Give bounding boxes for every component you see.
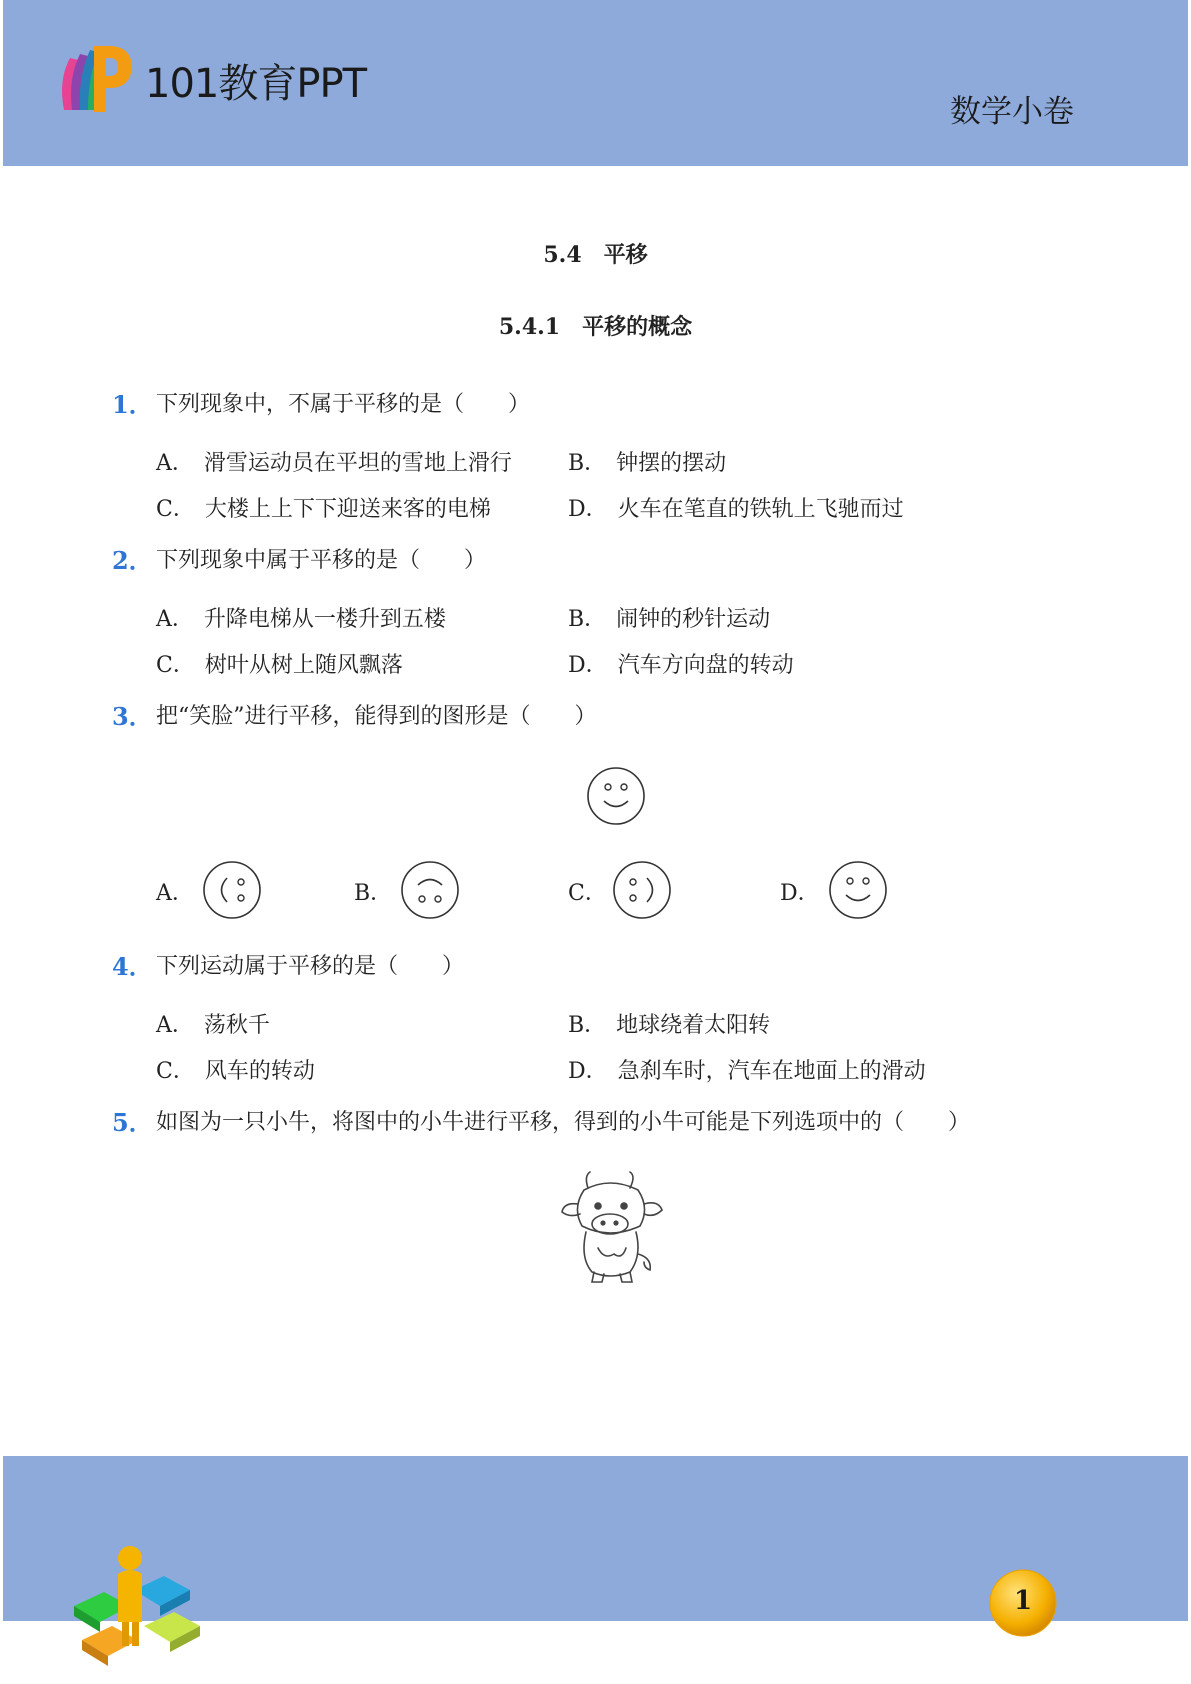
q2-option-a[interactable] [156, 602, 446, 633]
q1-option-b[interactable] [568, 446, 726, 477]
option-label: B． [568, 607, 607, 632]
q3-option-a[interactable] [156, 876, 194, 907]
page-number: 1 [1013, 1586, 1033, 1616]
question-text: 下列运动属于平移的是（ ） [156, 954, 465, 979]
option-label: C． [156, 1059, 195, 1084]
question-number: 5． [112, 1108, 153, 1137]
q3-option-b[interactable] [354, 876, 392, 907]
question-text: 下列现象中属于平移的是（ ） [156, 548, 487, 573]
q4-option-d[interactable] [568, 1054, 926, 1085]
option-label: B． [568, 1013, 607, 1038]
option-text: 钟摆的摆动 [616, 451, 727, 476]
option-label: C． [156, 653, 195, 678]
building-blocks-person-icon [64, 1536, 214, 1676]
option-text: 火车在笔直的铁轨上飞驰而过 [617, 497, 904, 522]
question-text: 下列现象中，不属于平移的是（ ） [156, 392, 531, 417]
option-label: A． [156, 607, 194, 632]
option-label: B． [354, 881, 393, 906]
option-text: 汽车方向盘的转动 [617, 653, 794, 678]
reference-smiley-icon [586, 766, 646, 826]
option-text: 荡秋千 [203, 1013, 270, 1038]
option-text: 闹钟的秒针运动 [616, 607, 771, 632]
q2-option-d[interactable] [568, 648, 794, 679]
q1-option-a[interactable] [156, 446, 512, 477]
document-type: 数学小卷 [950, 94, 1074, 130]
smiley-translated-icon[interactable] [828, 860, 888, 920]
q2-option-b[interactable] [568, 602, 770, 633]
option-text: 风车的转动 [204, 1059, 315, 1084]
question-text: 如图为一只小牛，将图中的小牛进行平移，得到的小牛可能是下列选项中的（ ） [156, 1110, 971, 1135]
q4-option-c[interactable] [156, 1054, 315, 1085]
q1-option-c[interactable] [156, 492, 491, 523]
option-text: 树叶从树上随风飘落 [204, 653, 403, 678]
q2-option-c[interactable] [156, 648, 403, 679]
brand-name: 101教育PPT [145, 61, 367, 107]
smiley-rotated-right-icon[interactable] [612, 860, 672, 920]
question-number: 4． [112, 952, 153, 981]
smiley-rotated-left-icon[interactable] [202, 860, 262, 920]
q4-option-a[interactable] [156, 1008, 270, 1039]
option-label: D． [568, 497, 608, 522]
question-number: 2． [112, 546, 153, 575]
question-text: 把“笑脸”进行平移，能得到的图形是（ ） [156, 704, 597, 729]
option-label: D． [780, 881, 820, 906]
option-label: A． [156, 1013, 194, 1038]
option-label: D． [568, 1059, 608, 1084]
option-label: D． [568, 653, 608, 678]
question-number: 3． [112, 702, 153, 731]
subsection-title: 5.4.1 平移的概念 [498, 314, 693, 340]
option-label: C． [156, 497, 195, 522]
question-number: 1． [112, 390, 153, 419]
q1-option-d[interactable] [568, 492, 904, 523]
option-text: 急刹车时，汽车在地面上的滑动 [617, 1059, 926, 1084]
option-text: 地球绕着太阳转 [616, 1013, 771, 1038]
option-label: B． [568, 451, 607, 476]
option-label: A． [156, 451, 194, 476]
smiley-upside-down-icon[interactable] [400, 860, 460, 920]
q3-option-c[interactable] [568, 876, 607, 907]
section-title: 5.4 平移 [543, 242, 648, 268]
option-text: 大楼上上下下迎送来客的电梯 [204, 497, 491, 522]
q4-option-b[interactable] [568, 1008, 770, 1039]
option-label: A． [156, 881, 194, 906]
option-label: C． [568, 881, 607, 906]
cow-illustration-icon [558, 1168, 668, 1288]
logo-icon [56, 40, 136, 116]
option-text: 升降电梯从一楼升到五楼 [203, 607, 446, 632]
option-text: 滑雪运动员在平坦的雪地上滑行 [203, 451, 512, 476]
q3-option-d[interactable] [780, 876, 820, 907]
